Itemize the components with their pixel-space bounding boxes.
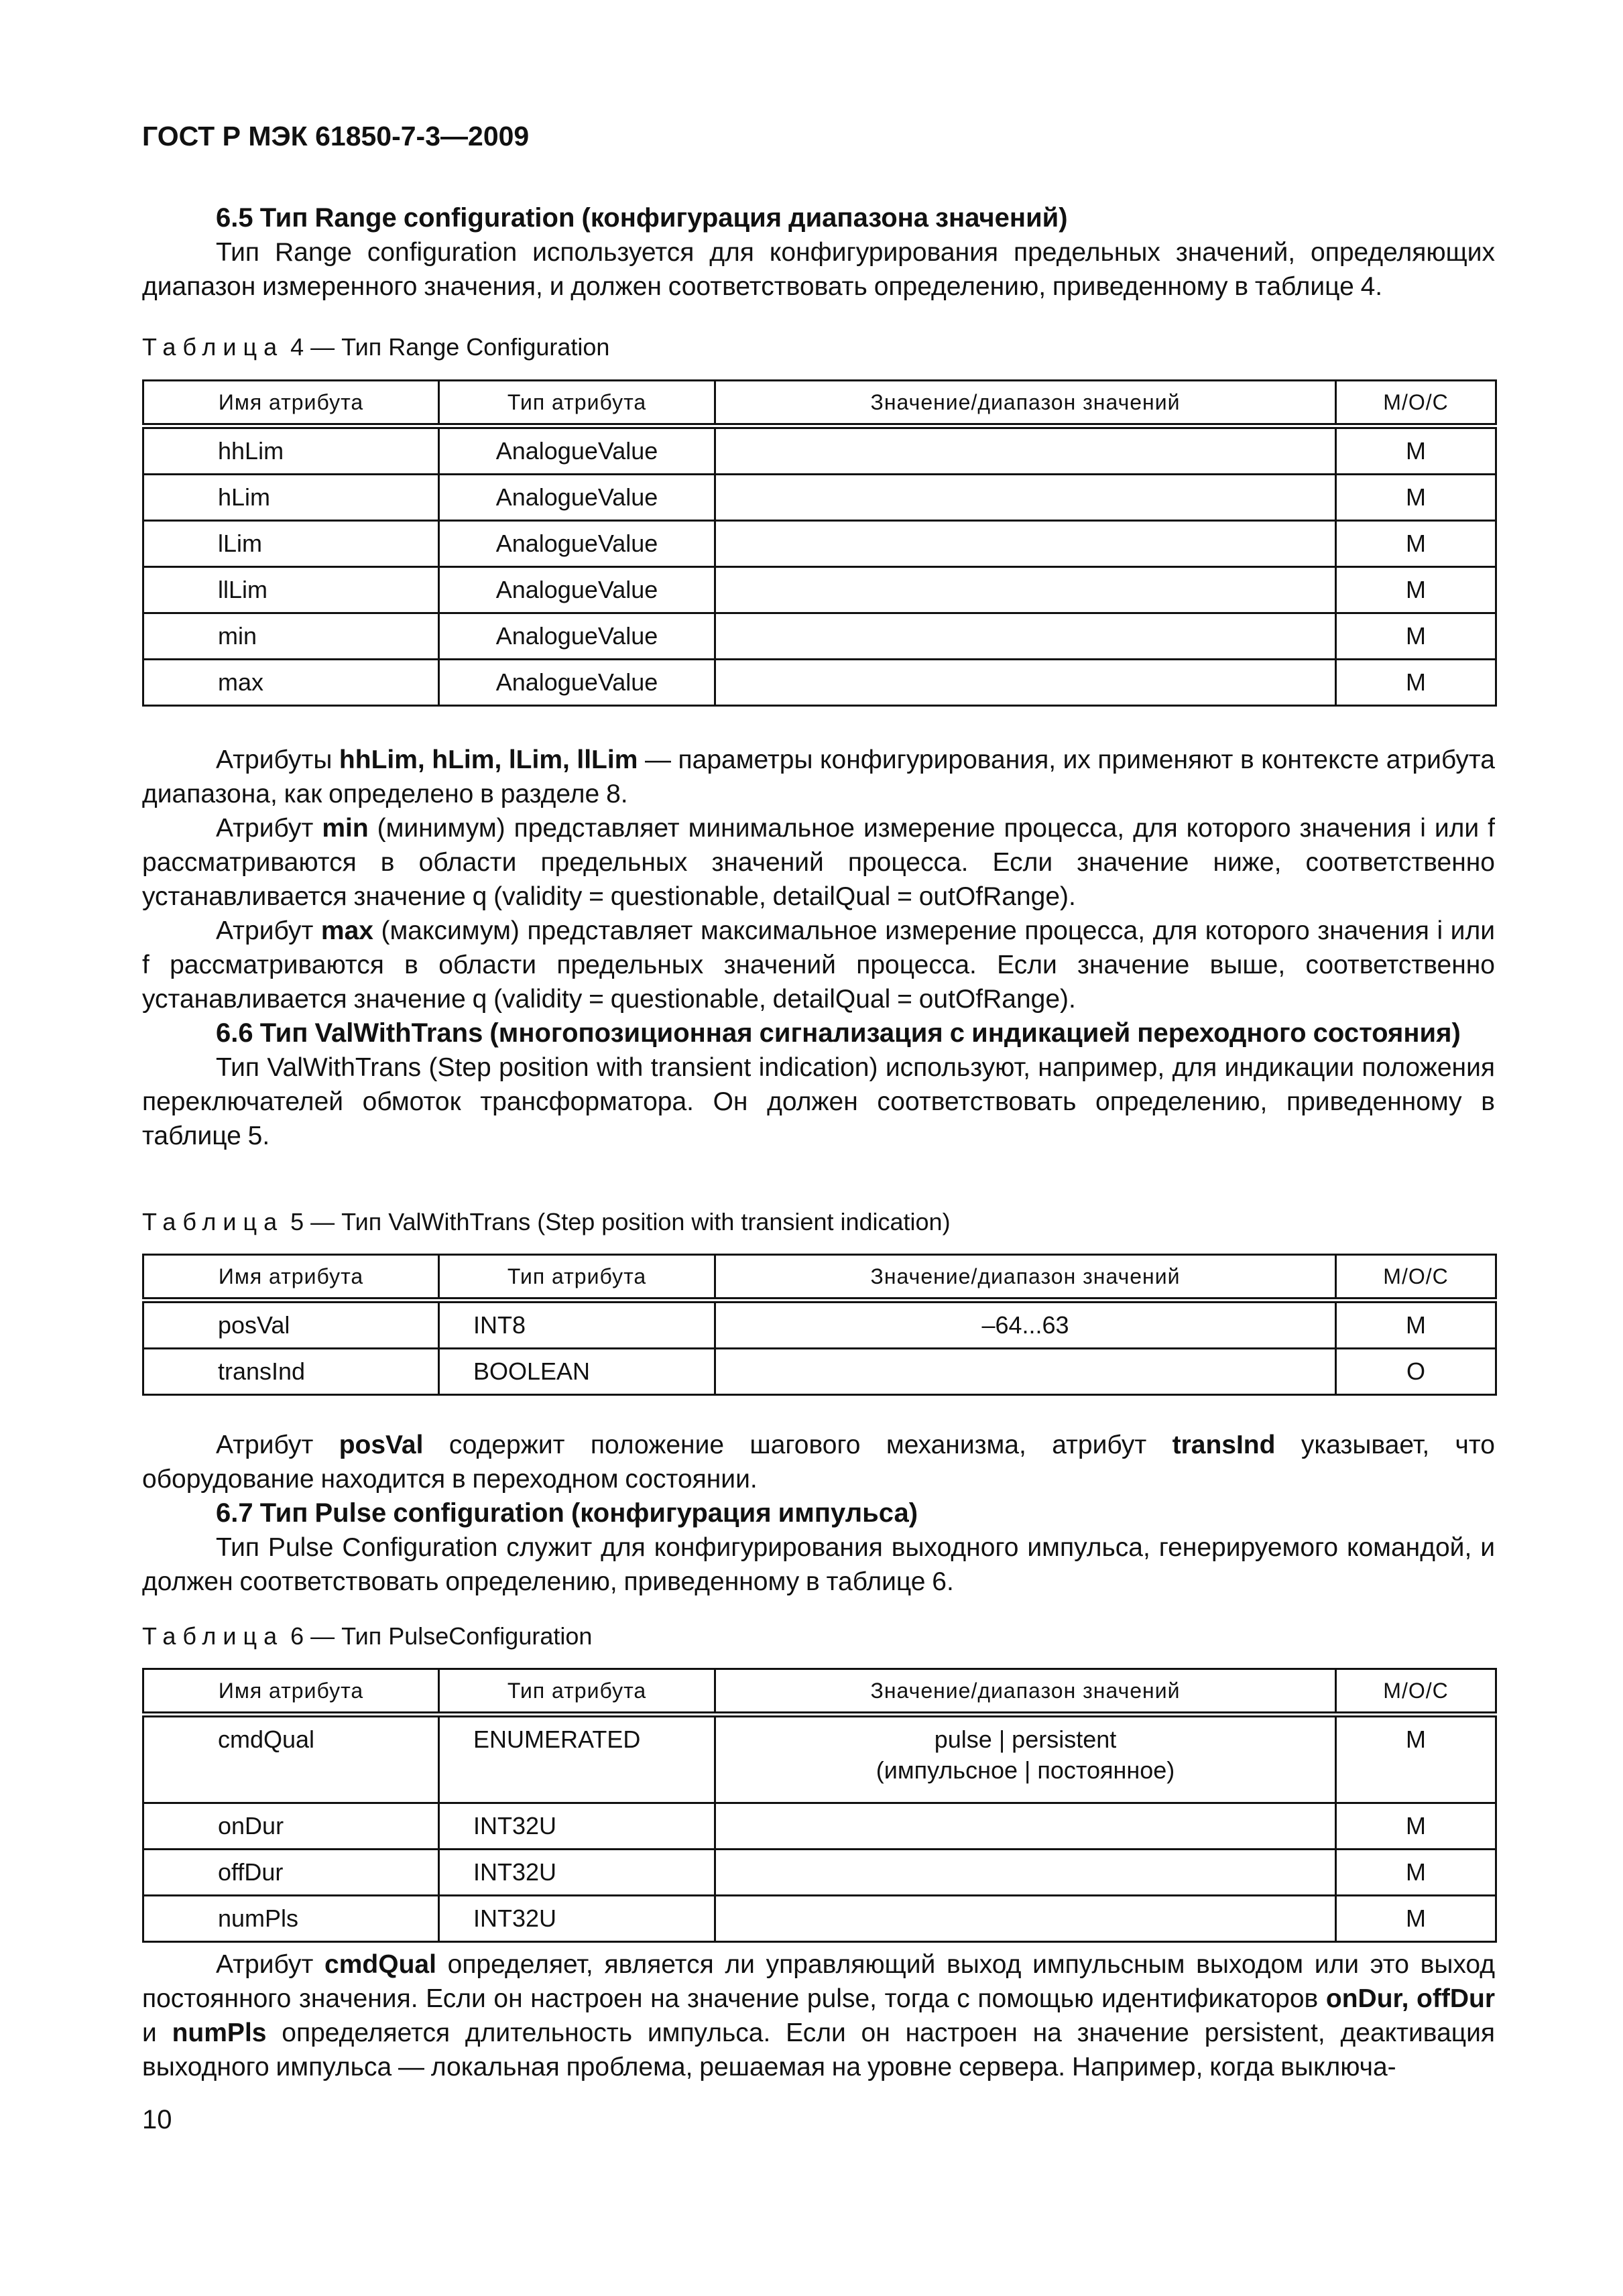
attribute-max-paragraph: Атрибут max (максимум) представляет максимальное измерение процесса, для которого значения i или f рассматриваются в области предельных значений процесса. Если значение выше, соответственно устанавливается значение q (validity = questionable, detailQual = outOfRange). xyxy=(142,916,1495,1014)
attr-name-cell: cmdQual xyxy=(143,1715,439,1803)
attr-value-cell xyxy=(715,613,1336,660)
attr-moc-cell: M xyxy=(1336,426,1496,475)
value-line: (импульсное | постоянное) xyxy=(876,1756,1175,1784)
attr-moc-cell: M xyxy=(1336,1715,1496,1803)
attr-type-cell: AnalogueValue xyxy=(439,426,715,475)
table-6-caption: Таблица 6 — Тип PulseConfiguration xyxy=(142,1622,593,1650)
attr-value-cell xyxy=(715,521,1336,567)
attr-type-cell: AnalogueValue xyxy=(439,613,715,660)
column-header: Имя атрибута xyxy=(143,1255,439,1301)
attr-name-cell: posVal xyxy=(143,1301,439,1349)
table-header-row xyxy=(143,1255,1496,1301)
attribute-cmdqual-paragraph: Атрибут cmdQual определяет, является ли управляющий выход импульсным выходом или это выход постоянного значения. Если он настроен на значение pulse, тогда с помощью идентификаторов onDur, offDur и numPls определяется длительность импульса. Если он настроен на значение persistent, деактивация выходного импульса — локальная проблема, решаемая на уровне сервера. Например, когда выключа- xyxy=(142,1950,1496,2081)
column-header: M/O/C xyxy=(1336,1669,1496,1715)
attr-value-cell xyxy=(715,1715,1336,1803)
attr-name-cell: offDur xyxy=(143,1850,439,1896)
section-6-6-attributes xyxy=(142,1428,1495,1599)
table-4 xyxy=(142,379,1497,707)
attr-moc-cell: M xyxy=(1336,1301,1496,1349)
table-4-caption: Таблица 4 — Тип Range Configuration xyxy=(142,333,610,361)
attr-type-cell: INT32U xyxy=(439,1850,715,1896)
table-5-block xyxy=(142,1207,1495,1237)
attr-type-cell: AnalogueValue xyxy=(439,660,715,706)
attr-moc-cell: M xyxy=(1336,521,1496,567)
attr-type-cell: INT32U xyxy=(439,1803,715,1850)
table-row xyxy=(143,1803,1496,1850)
section-6-5-attributes xyxy=(142,743,1495,1153)
attr-type-cell: AnalogueValue xyxy=(439,475,715,521)
attr-name-cell: onDur xyxy=(143,1803,439,1850)
section-heading-6-6: 6.6 Тип ValWithTrans (многопозиционная сигнализация с индикацией переходного состояния) xyxy=(216,1018,1461,1048)
table-row xyxy=(143,613,1496,660)
section-6-7-attributes xyxy=(142,1947,1495,2084)
attr-type-cell: AnalogueValue xyxy=(439,567,715,613)
attributes-limits-paragraph: Атрибуты hhLim, hLim, lLim, llLim — параметры конфигурирования, их применяют в контексте атрибута диапазона, как определено в разделе 8. xyxy=(142,745,1496,808)
attr-type-cell: INT8 xyxy=(439,1301,715,1349)
table-5-caption: Таблица 5 — Тип ValWithTrans (Step position with transient indication) xyxy=(142,1208,951,1235)
table-row xyxy=(143,1715,1496,1803)
column-header: Имя атрибута xyxy=(143,381,439,426)
column-header: Тип атрибута xyxy=(439,1255,715,1301)
table-row xyxy=(143,1896,1496,1942)
attr-name-cell: transInd xyxy=(143,1349,439,1395)
column-header: M/O/C xyxy=(1336,1255,1496,1301)
section-6-5 xyxy=(142,201,1495,304)
column-header: Значение/диапазон значений xyxy=(715,381,1336,426)
section-6-7-paragraph: Тип Pulse Configuration служит для конфигурирования выходного импульса, генерируемого командой, и должен соответствовать определению, приведенному в таблице 6. xyxy=(142,1533,1495,1596)
value-line: pulse | persistent xyxy=(934,1726,1117,1753)
column-header: Значение/диапазон значений xyxy=(715,1669,1336,1715)
table-row xyxy=(143,521,1496,567)
attribute-min-paragraph: Атрибут min (минимум) представляет минимальное измерение процесса, для которого значения i или f рассматриваются в области предельных значений процесса. Если значение ниже, соответственно устанавливается значение q (validity = questionable, detailQual = outOfRange). xyxy=(142,814,1495,911)
attr-value-cell xyxy=(715,475,1336,521)
table-row xyxy=(143,660,1496,706)
attr-name-cell: llLim xyxy=(143,567,439,613)
attr-value-cell xyxy=(715,1896,1336,1942)
column-header: Имя атрибута xyxy=(143,1669,439,1715)
page-number: 10 xyxy=(142,2105,172,2134)
attr-value-cell xyxy=(715,567,1336,613)
attribute-posval-paragraph: Атрибут posVal содержит положение шагового механизма, атрибут transInd указывает, что оборудование находится в переходном состоянии. xyxy=(142,1431,1495,1494)
table-4-wrapper xyxy=(142,379,1495,707)
attr-value-cell xyxy=(715,660,1336,706)
attr-type-cell: INT32U xyxy=(439,1896,715,1942)
attr-moc-cell: M xyxy=(1336,567,1496,613)
table-6 xyxy=(142,1668,1497,1943)
table-row xyxy=(143,426,1496,475)
attr-moc-cell: M xyxy=(1336,1896,1496,1942)
attr-value-cell xyxy=(715,1349,1336,1395)
table-6-block xyxy=(142,1621,1495,1652)
section-heading-6-7: 6.7 Тип Pulse configuration (конфигурация импульса) xyxy=(216,1498,918,1528)
column-header: Значение/диапазон значений xyxy=(715,1255,1336,1301)
attr-value-cell xyxy=(715,1850,1336,1896)
attr-moc-cell: O xyxy=(1336,1349,1496,1395)
attr-value-cell xyxy=(715,1803,1336,1850)
table-row xyxy=(143,567,1496,613)
section-heading-6-5: 6.5 Тип Range configuration (конфигурация диапазона значений) xyxy=(216,203,1068,233)
attr-name-cell: numPls xyxy=(143,1896,439,1942)
table-5 xyxy=(142,1254,1497,1396)
attr-moc-cell: M xyxy=(1336,1850,1496,1896)
column-header: M/O/C xyxy=(1336,381,1496,426)
attr-name-cell: hLim xyxy=(143,475,439,521)
attr-value-cell xyxy=(715,426,1336,475)
table-6-wrapper xyxy=(142,1668,1495,1943)
attr-value-cell: –64...63 xyxy=(715,1301,1336,1349)
section-6-6-paragraph: Тип ValWithTrans (Step position with transient indication) используют, например, для индикации положения переключателей обмоток трансформатора. Он должен соответствовать определению, приведенному в таблице 5. xyxy=(142,1053,1495,1150)
table-row xyxy=(143,1301,1496,1349)
attr-type-cell: BOOLEAN xyxy=(439,1349,715,1395)
table-header-row xyxy=(143,381,1496,426)
attr-moc-cell: M xyxy=(1336,613,1496,660)
attr-moc-cell: M xyxy=(1336,1803,1496,1850)
attr-name-cell: hhLim xyxy=(143,426,439,475)
table-row xyxy=(143,1850,1496,1896)
attr-type-cell: AnalogueValue xyxy=(439,521,715,567)
table-row xyxy=(143,1349,1496,1395)
table-4-block xyxy=(142,332,1495,363)
attr-name-cell: lLim xyxy=(143,521,439,567)
attr-moc-cell: M xyxy=(1336,475,1496,521)
attr-type-cell: ENUMERATED xyxy=(439,1715,715,1803)
section-6-5-paragraph: Тип Range configuration используется для конфигурирования предельных значений, определяющих диапазон измеренного значения, и должен соответствовать определению, приведенному в таблице 4. xyxy=(142,238,1495,301)
attr-name-cell: min xyxy=(143,613,439,660)
document-header: ГОСТ Р МЭК 61850-7-3—2009 xyxy=(142,121,530,152)
table-5-wrapper xyxy=(142,1254,1495,1396)
attr-name-cell: max xyxy=(143,660,439,706)
attr-moc-cell: M xyxy=(1336,660,1496,706)
column-header: Тип атрибута xyxy=(439,381,715,426)
column-header: Тип атрибута xyxy=(439,1669,715,1715)
table-row xyxy=(143,475,1496,521)
table-header-row xyxy=(143,1669,1496,1715)
